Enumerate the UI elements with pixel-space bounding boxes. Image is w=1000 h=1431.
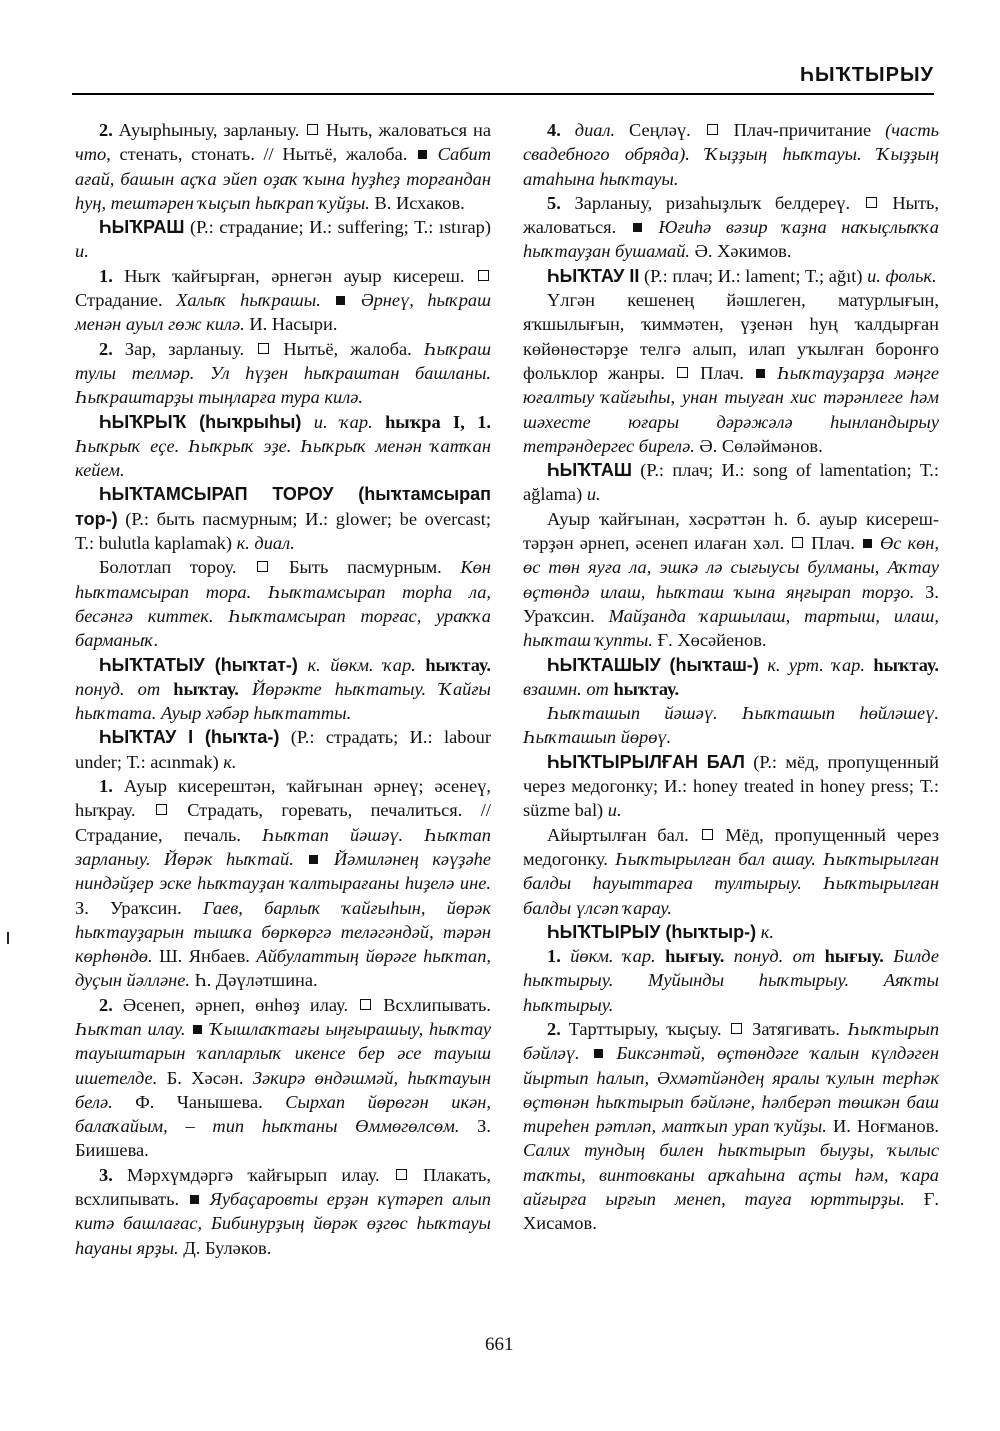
dictionary-paragraph xyxy=(75,1163,491,1260)
dictionary-paragraph xyxy=(75,774,491,993)
headword: ҺЫҠТАТЫУ (һыҡтат-) xyxy=(99,654,298,675)
italic-text: к. диал. xyxy=(236,533,295,554)
italic-text: понуд. от xyxy=(75,678,161,699)
text: Ныть, жаловаться на xyxy=(320,120,491,140)
italic-text: Яубаҫаровты ерҙән күтәреп алып китә башлағас, Бибинурҙың йөрәк өҙгөс һыҡтауы һауаны ярҙы. xyxy=(75,1189,492,1258)
dictionary-paragraph xyxy=(523,750,939,823)
bold-text: 2. xyxy=(99,120,119,140)
text: Страдание. xyxy=(75,290,177,311)
bold-text: 1. xyxy=(547,946,571,967)
headword: ҺЫҠРАШ xyxy=(99,217,185,238)
dictionary-paragraph xyxy=(523,507,939,653)
text xyxy=(815,946,824,966)
square-icon xyxy=(360,999,371,1010)
text: Һ. Дәүләтшина. xyxy=(190,970,318,991)
text xyxy=(580,1043,592,1063)
text: Әсенеп, әрнеп, өнһөҙ илау. xyxy=(122,994,359,1015)
right-column xyxy=(523,118,939,1236)
italic-text: понуд. от xyxy=(733,946,816,967)
filled-square-icon xyxy=(190,1195,199,1204)
headword: ҺЫҠТЫРЫУ (һыҡтыр-) xyxy=(547,921,757,942)
dictionary-paragraph xyxy=(75,653,491,726)
italic-text: йөкм. ҡар. xyxy=(570,946,656,967)
italic-text: Салих тундың билен һыҡтырып быуҙы, ҡылыс таҡты, винтовканы арҡаһына аҫты һәм, ҡара айғырға ырғып менеп, тауға юрттырҙы. xyxy=(523,1140,939,1210)
headword: ҺЫҠТАШ xyxy=(547,460,632,481)
bold-text: 1. xyxy=(99,265,125,286)
italic-text: Сырхап йөрөгән икән, балаҡайым, – тип һыҡтаны Өммөгөлсөм. xyxy=(75,1091,491,1137)
dictionary-paragraph xyxy=(75,993,491,1163)
square-icon xyxy=(731,1023,742,1034)
italic-text: Зәкирә өндәшмәй, һыҡтауын белә. xyxy=(75,1067,491,1112)
headword: ҺЫҠТАШЫУ (һыҡташ-) xyxy=(547,654,759,675)
text: Тарттырыу, ҡыҫыу. xyxy=(568,1018,730,1039)
dictionary-paragraph xyxy=(75,337,491,410)
text: (Р.: плач; И.: song of lamentation; Т.: ağlama) xyxy=(523,460,939,505)
dictionary-paragraph xyxy=(75,215,491,264)
square-icon xyxy=(156,804,167,815)
italic-text: Әрнеү, һыҡраш менән ауыл гөж килә. xyxy=(75,290,491,335)
italic-text: Һыҡтырылған бал ашау. Һыҡтырылған балды һауыттарға тултырыу. Һыҡтырылған балды үлсәп ҡарау. xyxy=(523,848,939,918)
text xyxy=(294,849,308,869)
dictionary-paragraph xyxy=(75,482,491,555)
text xyxy=(373,412,385,432)
dictionary-paragraph xyxy=(523,701,939,750)
headword: ҺЫҠТАУ II xyxy=(547,265,640,286)
italic-text: Биксәнтәй, өҫтөндәге ҡалын күлдәген йыртып һалып, Әхмәтйәндең яралы ҡулын терһәк өҫтөнән һыҡтырып бәйләне, һәлберәп төшкән баш тиреһен рәтләп, матҡып урап ҡуйҙы. xyxy=(523,1043,939,1137)
bold-text: һыҡра I, 1. xyxy=(385,411,491,432)
dictionary-paragraph xyxy=(75,725,491,774)
text: Ауыр ҡайғынан, хәсрәттән һ. б. ауыр кисерештәрҙән әрнеп, әсенеп илаған хәл. xyxy=(523,508,939,554)
filled-square-icon xyxy=(193,1025,202,1034)
text: Ныҡ ҡайғырған, әрнегән ауыр кисереш. xyxy=(124,265,476,286)
text xyxy=(416,655,426,675)
filled-square-icon xyxy=(633,223,642,232)
bold-text: 5. xyxy=(547,192,575,213)
text: Нытьё, жалоба. xyxy=(271,338,424,359)
text: (Р.: плач; И.: lament; Т.; ağıt) xyxy=(639,265,868,286)
italic-text: Һыҡраш тулы телмәр. Ул һүҙен һыҡраштан башланы. Һыҡраштарҙы тыңларға тура килә. xyxy=(75,338,492,408)
filled-square-icon xyxy=(309,855,318,864)
text xyxy=(186,1019,192,1039)
filled-square-icon xyxy=(863,539,872,548)
dictionary-paragraph xyxy=(523,920,939,944)
italic-text: Һыҡтырып бәйләү. xyxy=(523,1018,940,1064)
text xyxy=(301,412,313,432)
italic-text: Айбулаттың йөрәге һыҡтап, дуҫын йәлләне. xyxy=(75,946,492,991)
italic-text: и. xyxy=(75,241,89,262)
page-header xyxy=(72,66,934,95)
text xyxy=(656,946,665,966)
italic-text: и. xyxy=(607,800,622,821)
dictionary-paragraph xyxy=(75,264,491,337)
text: Ғ. Хөсәйенов. xyxy=(652,630,767,651)
text: Ә. Сөләймәнов. xyxy=(694,435,823,456)
filled-square-icon xyxy=(594,1049,603,1058)
text: Мәрхүмдәргә ҡайғырып илау. xyxy=(127,1164,394,1185)
italic-text: диал. xyxy=(574,120,616,140)
square-icon xyxy=(866,197,877,208)
italic-text: и. ҡар. xyxy=(313,411,373,432)
text: И. Насыри. xyxy=(244,314,338,335)
italic-text: к. xyxy=(760,921,774,942)
text: Айыртылған бал. xyxy=(547,824,700,845)
dictionary-paragraph xyxy=(523,118,939,191)
dictionary-paragraph xyxy=(523,264,939,288)
text: (Р.: страдать; И.: labour under; Т.: acınmak) xyxy=(75,727,491,772)
text: Б. Хәсән. xyxy=(157,1067,253,1088)
text: (Р.: мёд, пропущенный через медогонку; И.: honey treated in honey press; Т.: süzme bal) xyxy=(523,751,939,821)
italic-text: к. йөкм. ҡар. xyxy=(307,654,416,675)
italic-text: Һыҡташып йәшәү. Һыҡташып һөйләшеү. Һыҡташып йөрөү. xyxy=(523,703,939,748)
headword: ҺЫҠТЫРЫЛҒАН БАЛ xyxy=(547,751,745,772)
text: Плакать, всхлипывать. xyxy=(75,1164,491,1210)
italic-text: Һыҡтап йәшәү. Һыҡтап зарланыу. Йөрәк һыҡтай. xyxy=(75,824,491,869)
text xyxy=(724,946,733,966)
square-icon xyxy=(677,367,688,378)
dictionary-paragraph xyxy=(523,653,939,702)
text xyxy=(160,679,173,699)
filled-square-icon xyxy=(418,150,427,159)
text: Ф. Чанышева. xyxy=(112,1091,286,1112)
text: Болотлап тороу. xyxy=(99,557,256,578)
text: Ныть, жаловаться. xyxy=(523,192,940,238)
text: И. Ноғманов. xyxy=(826,1116,939,1137)
italic-text: Һыҡтап илау. xyxy=(75,1018,186,1039)
text: Плач. xyxy=(805,533,861,554)
text: , стенать, стонать. // Нытьё, жалоба. xyxy=(106,144,416,165)
italic-text: Йөрәкте һыҡтатыу. Ҡайғы һыҡтата. Ауыр хәбәр һыҡтатты. xyxy=(75,678,492,724)
text: Плач. xyxy=(690,362,755,383)
bold-text: һыҡтау. xyxy=(613,678,680,699)
italic-text: Ҡышлаҡтағы ыңғырашыу, һыҡтау тауыштарын ҡапларлыҡ икенсе бер әсе тауыш ишетелде. xyxy=(75,1018,491,1088)
running-head: ҺЫҠТЫРЫУ xyxy=(799,64,934,86)
square-icon xyxy=(258,343,269,354)
dictionary-paragraph xyxy=(523,823,939,920)
square-icon xyxy=(792,537,803,548)
italic-text: Билде һыҡтырыу. Муйынды һыҡтырыу. Аяҡты һыҡтырыу. xyxy=(523,946,940,1015)
square-icon xyxy=(478,270,489,281)
italic-text: Көн һыҡтамсырап тора. Һыҡтамсырап торһа ла, бесәнгә киттек. Һыҡтамсырап торғас, ураҡҡа барманыҡ. xyxy=(75,557,491,651)
text: Ауыр кисерештән, ҡайғынан әрнеү; әсенеү, һыҡрау. xyxy=(75,776,491,821)
text: (Р.: страдание; И.: suffering; Т.: ıstırap) xyxy=(184,217,491,238)
page-number: 661 xyxy=(485,1334,514,1355)
dictionary-paragraph xyxy=(523,1017,939,1236)
bold-text: 3. xyxy=(99,1164,127,1185)
text: Сеңләү. xyxy=(615,120,705,140)
italic-text: Гаев, барлыҡ ҡайғыһын, йөрәк һыҡтауҙарын тышҡа бөркөргә теләгәндәй, тәрән көрһөндө. xyxy=(75,897,491,967)
text xyxy=(884,946,893,966)
italic-text: Һыҡрыҡ еҫе. Һыҡрыҡ эҙе. Һыҡрыҡ менән ҡатҡан кейем. xyxy=(75,435,491,481)
filled-square-icon xyxy=(756,369,765,378)
text: Д. Буләков. xyxy=(178,1237,272,1258)
dictionary-paragraph xyxy=(523,458,939,507)
margin-mark xyxy=(7,932,9,944)
dictionary-paragraph xyxy=(523,944,939,1017)
headword: ҺЫҠРЫҠ (һыҡрыһы) xyxy=(99,411,302,432)
dictionary-paragraph xyxy=(75,555,491,652)
text: (Р.: быть пасмурным; И.: glower; be overcast; Т.: bulutla kaplamak) xyxy=(75,508,491,554)
square-icon xyxy=(257,561,268,572)
text: З. Биишева. xyxy=(75,1116,491,1161)
square-icon xyxy=(702,829,713,840)
italic-text: и. xyxy=(586,484,601,505)
text: Ш. Янбаев. xyxy=(152,946,257,967)
bold-text: һығыу. xyxy=(824,946,884,967)
italic-text: Юғиһә вәзир ҡаҙна наҡыҫлыҡҡа һыҡтауҙан бушамай. xyxy=(523,217,939,262)
italic-text: к. урт. ҡар. xyxy=(767,654,865,675)
bold-text: һыҡтау. xyxy=(873,654,939,675)
dictionary-paragraph xyxy=(75,118,491,215)
text: Затягивать. xyxy=(744,1018,848,1039)
text: Зарланыу, ризаһыҙлыҡ белдереү. xyxy=(574,192,864,213)
italic-text: и. фольк. xyxy=(867,265,937,286)
bold-text: 2. xyxy=(99,338,125,359)
headword: ҺЫҠТАУ I (һыҡта-) xyxy=(99,727,280,748)
bold-text: 2. xyxy=(547,1018,569,1039)
text: Үлгән кешенең йәшлеген, матурлығын, яҡшылығын, ҡиммәтен, үҙенән һуң ҡалдырған көйөнөстәрҙе телгә алып, илап уҡылған боронғо фольклор жанры. xyxy=(523,290,939,383)
text xyxy=(321,290,334,310)
text: В. Исхаков. xyxy=(369,192,465,213)
bold-text: 1. xyxy=(99,776,124,797)
text: З. Ураҡсин. xyxy=(523,581,939,626)
dictionary-paragraph xyxy=(75,410,491,483)
italic-text: Майҙанда ҡаршылаш, тартыш, илаш, һыҡташ ҡупты. xyxy=(523,605,939,651)
text xyxy=(239,679,252,699)
italic-text: что xyxy=(75,144,107,165)
italic-text: Халыҡ һыҡрашы. xyxy=(176,290,321,311)
italic-text: к. xyxy=(223,751,237,772)
italic-text: (часть свадебного обряда). Ҡыҙҙың һыҡтауы. Ҡыҙҙың атаһына һыҡтауы. xyxy=(523,120,939,189)
italic-text: Сабит ағай, башын аҫҡа эйеп оҙаҡ ҡына һуҙһеҙ торғандан һуң, тештәрен ҡыҫып һыҡрап ҡуйҙы. xyxy=(75,144,491,213)
text: Быть пасмурным. xyxy=(270,557,461,578)
text: Страдать, горевать, печалиться. // Страдание, печаль. xyxy=(75,800,491,845)
bold-text: һығыу. xyxy=(665,946,725,967)
dictionary-paragraph xyxy=(523,191,939,264)
italic-text: Йәмиләнең кәүҙәһе ниндәйҙер эске һыҡтауҙан ҡалтырағаны һиҙелә ине. xyxy=(75,848,491,894)
square-icon xyxy=(396,1169,407,1180)
italic-text: Һыҡтауҙарҙа мәңге юғалтыу ҡайғыһы, унан тыуған хис тәрәнлеге һәм шәхесте юғары дәрәжәлә һынландырыу тетрәндергес бирелә. xyxy=(523,362,939,456)
left-column xyxy=(75,118,491,1260)
dictionary-paragraph xyxy=(523,288,939,458)
bold-text: 4. xyxy=(547,120,575,140)
text: Зар, зарланыу. xyxy=(124,338,257,359)
bold-text: 2. xyxy=(99,994,123,1015)
text: Ғ. Хисамов. xyxy=(523,1189,939,1234)
headword: ҺЫҠТАМСЫРАП ТОРОУ (һыҡтамсырап тор-) xyxy=(75,484,491,529)
text: Плач-причитание xyxy=(719,120,886,140)
text: З. Ураҡсин. xyxy=(75,897,203,918)
square-icon xyxy=(707,124,718,135)
square-icon xyxy=(307,124,318,135)
filled-square-icon xyxy=(336,296,345,305)
text: Всхлипывать. xyxy=(373,994,491,1015)
italic-text: взаимн. от xyxy=(523,678,609,699)
text: Мёд, пропущенный через медогонку. xyxy=(523,824,940,869)
text: Ә. Хәкимов. xyxy=(690,241,792,262)
bold-text: һыҡтау. xyxy=(173,678,239,699)
text: Ауырһыныу, зарланыу. xyxy=(118,120,306,140)
bold-text: һыҡтау. xyxy=(425,654,491,675)
italic-text: Өс көн, өс төн яуға ла, эшкә лә сығыусы булманы, Аҡтау өҫтөндә илаш, һыҡташ ҡына яңғырап торҙо. xyxy=(523,533,939,602)
